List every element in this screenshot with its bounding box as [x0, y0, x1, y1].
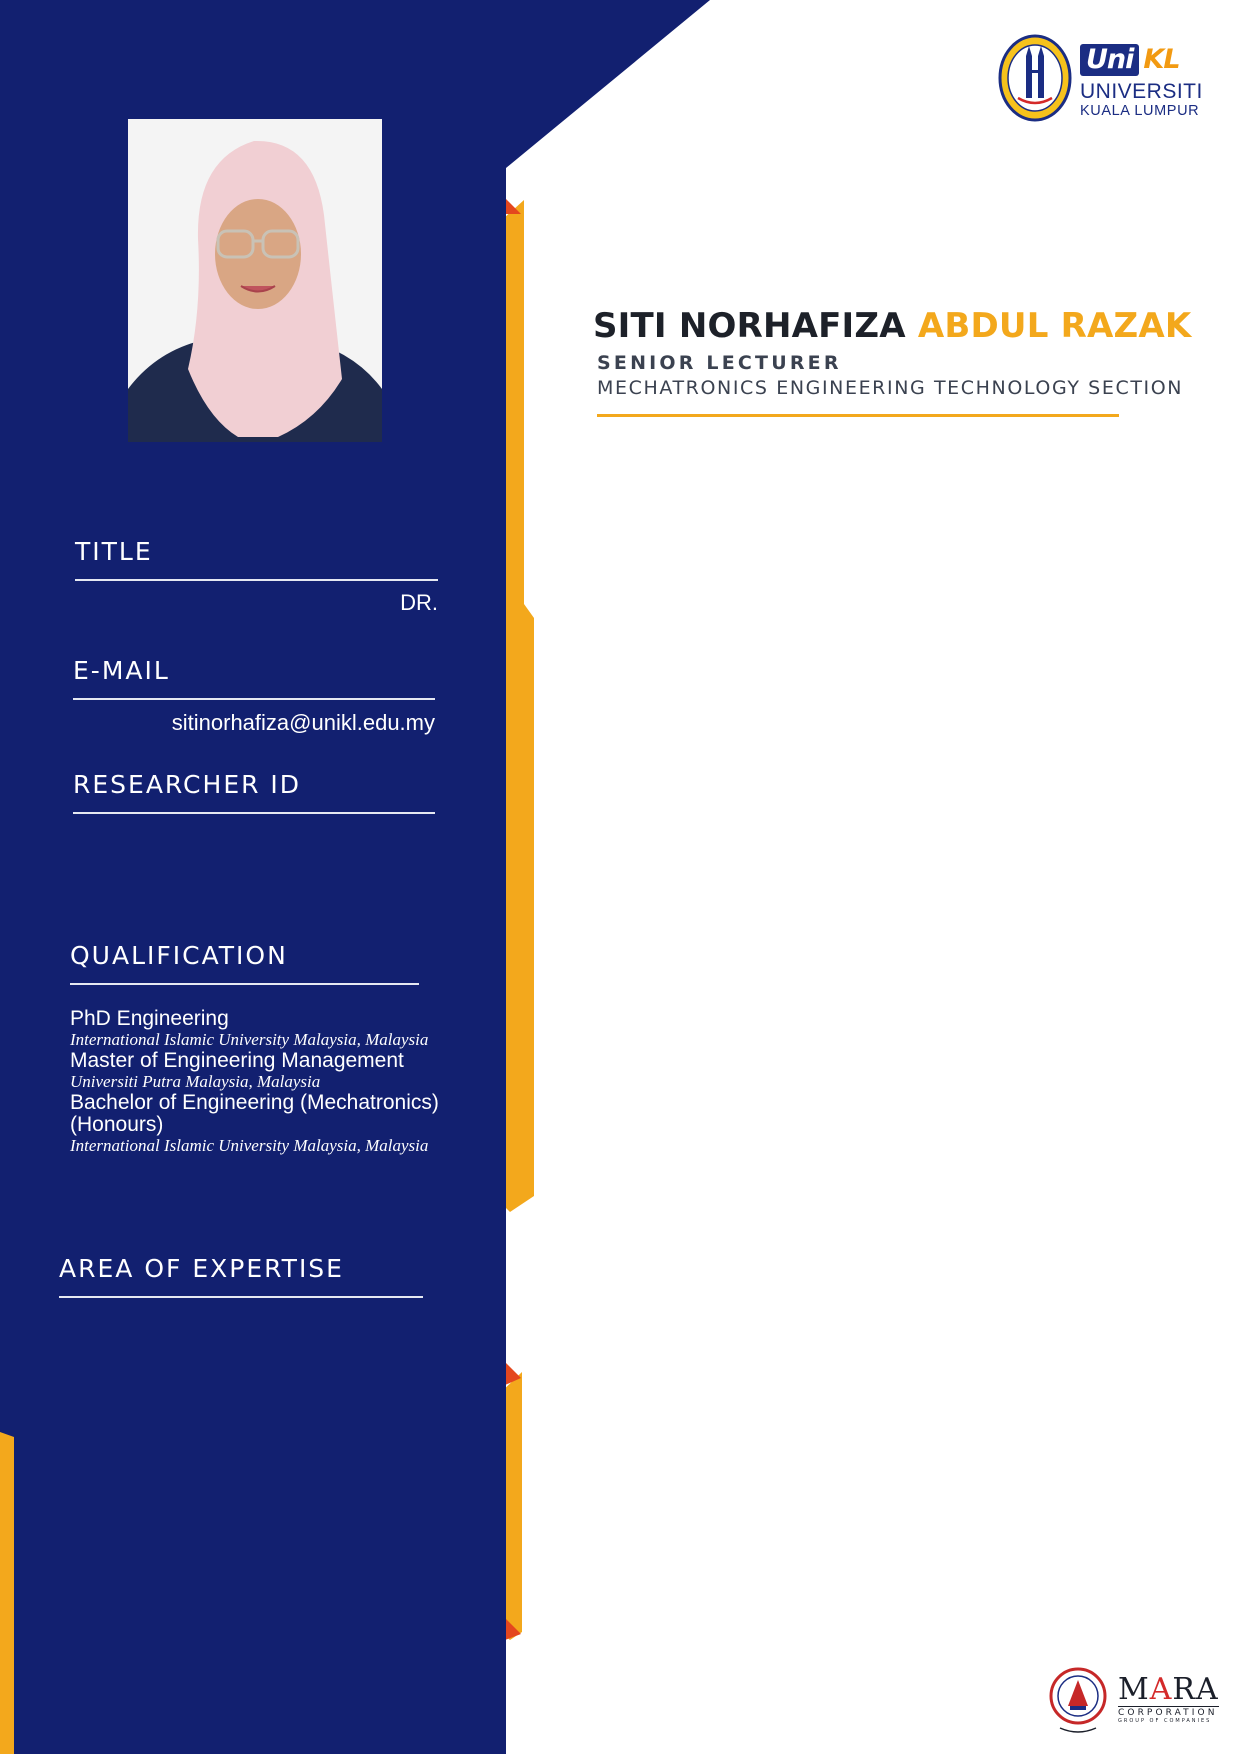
profile-section: MECHATRONICS ENGINEERING TECHNOLOGY SECTION: [597, 377, 1184, 399]
qualification-divider: [70, 983, 419, 985]
qualification-label: QUALIFICATION: [70, 941, 288, 970]
mara-letter-a: A: [1149, 1672, 1173, 1707]
researcher-id-label: RESEARCHER ID: [73, 770, 302, 799]
mara-corporation: CORPORATION: [1118, 1708, 1218, 1718]
qualification-list: [70, 1008, 490, 1156]
unikl-wordmark: [1080, 43, 1203, 119]
portrait-illustration: [128, 119, 382, 442]
majlis-amanah-rakyat-seal-icon: [1048, 1666, 1108, 1736]
qualification-university: International Islamic University Malaysia, Malaysia: [70, 1030, 429, 1049]
email-value[interactable]: sitinorhafiza@unikl.edu.my: [171, 710, 435, 735]
expertise-label: AREA OF EXPERTISE: [59, 1254, 344, 1283]
portrait-photo: [128, 119, 382, 442]
unikl-logo: [998, 34, 1203, 124]
brand-universiti: UNIVERSITI: [1080, 80, 1203, 103]
qualification-item: [70, 1050, 490, 1092]
researcher-id-divider: [73, 812, 435, 814]
qualification-item: [70, 1008, 490, 1050]
qualification-degree: PhD Engineering: [70, 1007, 229, 1030]
mara-word: [1118, 1674, 1219, 1706]
email-divider: [73, 698, 435, 700]
qualification-degree: Bachelor of Engineering (Mechatronics) (Honours): [70, 1091, 439, 1136]
title-divider: [75, 579, 438, 581]
mara-wordmark: [1118, 1674, 1219, 1724]
mara-group-of-companies: GROUP OF COMPANIES: [1118, 1718, 1212, 1724]
name-divider: [597, 414, 1119, 417]
qualification-degree: Master of Engineering Management: [70, 1049, 404, 1072]
expertise-divider: [59, 1296, 423, 1298]
brand-kuala-lumpur: KUALA LUMPUR: [1080, 103, 1200, 119]
name-last: ABDUL RAZAK: [917, 306, 1192, 346]
email-label: E-MAIL: [73, 656, 170, 685]
title-label: TITLE: [75, 537, 153, 566]
unikl-seal-icon: [998, 34, 1072, 122]
profile-name: [593, 306, 1191, 346]
brand-kl: KL: [1143, 44, 1180, 75]
name-first: SITI NORHAFIZA: [593, 306, 906, 346]
profile-position: SENIOR LECTURER: [597, 352, 842, 374]
qualification-university: Universiti Putra Malaysia, Malaysia: [70, 1072, 321, 1091]
qualification-item: [70, 1092, 490, 1156]
qualification-university: International Islamic University Malaysia, Malaysia: [70, 1136, 429, 1155]
title-value: DR.: [400, 590, 438, 615]
mara-letter-m: M: [1118, 1672, 1150, 1707]
mara-letters-ra: RA: [1172, 1672, 1219, 1707]
mara-logo: [1048, 1666, 1218, 1738]
brand-uni: Uni: [1080, 44, 1139, 76]
